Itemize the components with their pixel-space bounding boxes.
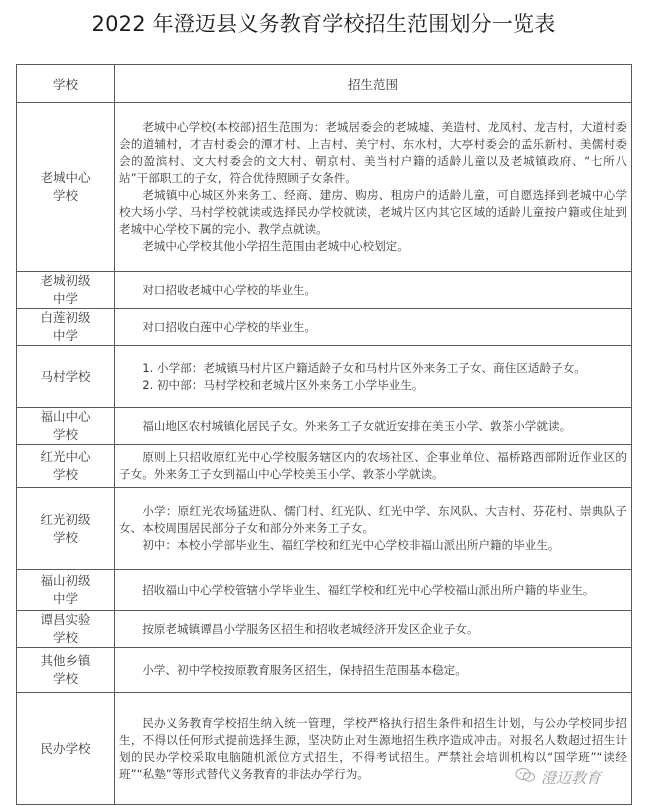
enrollment-table — [16, 64, 632, 805]
header-school: 学校 — [17, 65, 115, 103]
school-name: 白莲初级中学 — [17, 309, 115, 346]
scope-paragraph: 小学：原红光农场猛进队、儒门村、红光队、红光中学、东风队、大吉村、芬花村、崇典队子女、本校周围居民部分子女和部分外来务工子女。 — [119, 504, 627, 535]
scope-paragraph: 对口招收老城中心学校的毕业生。 — [142, 282, 317, 297]
enrollment-scope — [115, 611, 632, 648]
school-name: 谭昌实验学校 — [17, 611, 115, 648]
school-name: 老城中心学校 — [17, 103, 115, 272]
scope-paragraph: 初中：本校小学部毕业生、福红学校和红光中心学校非福山派出所户籍的毕业生。 — [142, 538, 560, 552]
scope-paragraph: 按原老城镇谭昌小学服务区招生和招收老城经济开发区企业子女。 — [142, 621, 479, 636]
scope-paragraph: 老城中心学校(本校部)招生范围为：老城居委会的老城墟、美造村、龙凤村、龙吉村，大道村委会的道辅村，才吉村委会的潭才村、上吉村、美宁村、东水村，大亭村委会的孟乐新村、美儒村委会的盈滨村、文大村委会的文大村、朝京村、美当村户籍的适龄儿童以及老城镇政府、“七所八站”干部职工的子女，符合优待照顾子女条件。 — [119, 120, 627, 185]
header-scope: 招生范围 — [115, 65, 632, 103]
school-name: 红光初级学校 — [17, 488, 115, 570]
table-row — [17, 309, 632, 346]
table-header-row — [17, 65, 632, 103]
scope-paragraph: 招收福山中心学校管辖小学毕业生、福红学校和红光中心学校福山派出所户籍的毕业生。 — [142, 582, 595, 597]
table-row — [17, 445, 632, 488]
school-name: 民办学校 — [17, 693, 115, 805]
enrollment-scope — [115, 445, 632, 488]
enrollment-scope — [115, 408, 632, 445]
scope-paragraph: 民办义务教育学校招生纳入统一管理，学校严格执行招生条件和招生计划，与公办学校同步招生，不得以任何形式提前选择生源，坚决防止对生源地招生秩序造成冲击。对报名人数超过招生计划的民办学校采取电脑随机派位方式招生，不得考试招生。严禁社会培训机构以“国学班”“读经班”“私塾”等形式替代义务教育的非法办学行为。 — [119, 715, 627, 781]
scope-paragraph: 福山地区农村城镇化居民子女。外来务工子女就近安排在美玉小学、敦茶小学就读。 — [142, 418, 572, 433]
table-row — [17, 570, 632, 611]
enrollment-scope — [115, 309, 632, 346]
school-name: 老城初级中学 — [17, 272, 115, 309]
enrollment-scope — [115, 272, 632, 309]
table-row — [17, 346, 632, 408]
table-row — [17, 648, 632, 693]
scope-paragraph: 原则上只招收原红光中心学校服务辖区内的农场社区、企事业单位、福桥路西部附近作业区的子女。外来务工子女到福山中心学校美玉小学、敦茶小学就读。 — [119, 450, 627, 481]
table-row — [17, 488, 632, 570]
school-name: 马村学校 — [17, 346, 115, 408]
enrollment-scope — [115, 103, 632, 272]
scope-paragraph: 对口招收白莲中心学校的毕业生。 — [142, 319, 317, 334]
table-row — [17, 693, 632, 805]
enrollment-scope — [115, 488, 632, 570]
watermark-text: 澄迈教育 — [541, 769, 602, 787]
table-row — [17, 611, 632, 648]
school-name: 红光中心学校 — [17, 445, 115, 488]
enrollment-scope — [115, 570, 632, 611]
table-row — [17, 103, 632, 272]
scope-paragraph: 老城中心学校其他小学招生范围由老城中心校划定。 — [142, 239, 409, 253]
wechat-icon — [514, 766, 536, 784]
school-name: 其他乡镇学校 — [17, 648, 115, 693]
scope-paragraph: 2. 初中部：马村学校和老城片区外来务工小学毕业生。 — [142, 377, 424, 392]
table-row — [17, 408, 632, 445]
scope-paragraph: 老城镇中心城区外来务工、经商、建房、购房、租房户的适龄儿童，可自愿选择到老城中心学校大场小学、马村学校就读或选择民办学校就读，老城片区内其它区域的适龄儿童按户籍或住址到老城中心学校下属的完小、教学点就读。 — [119, 188, 627, 236]
table-row — [17, 272, 632, 309]
scope-paragraph: 1. 小学部：老城镇马村片区户籍适龄子女和马村片区外来务工子女、商住区适龄子女。 — [142, 360, 586, 375]
enrollment-scope — [115, 648, 632, 693]
document-title: 2022 年澄迈县义务教育学校招生范围划分一览表 — [91, 12, 556, 36]
school-name: 福山中心学校 — [17, 408, 115, 445]
school-name: 福山初级中学 — [17, 570, 115, 611]
scope-paragraph: 小学、初中学校按原教育服务区招生，保持招生范围基本稳定。 — [142, 662, 467, 677]
enrollment-scope — [115, 346, 632, 408]
